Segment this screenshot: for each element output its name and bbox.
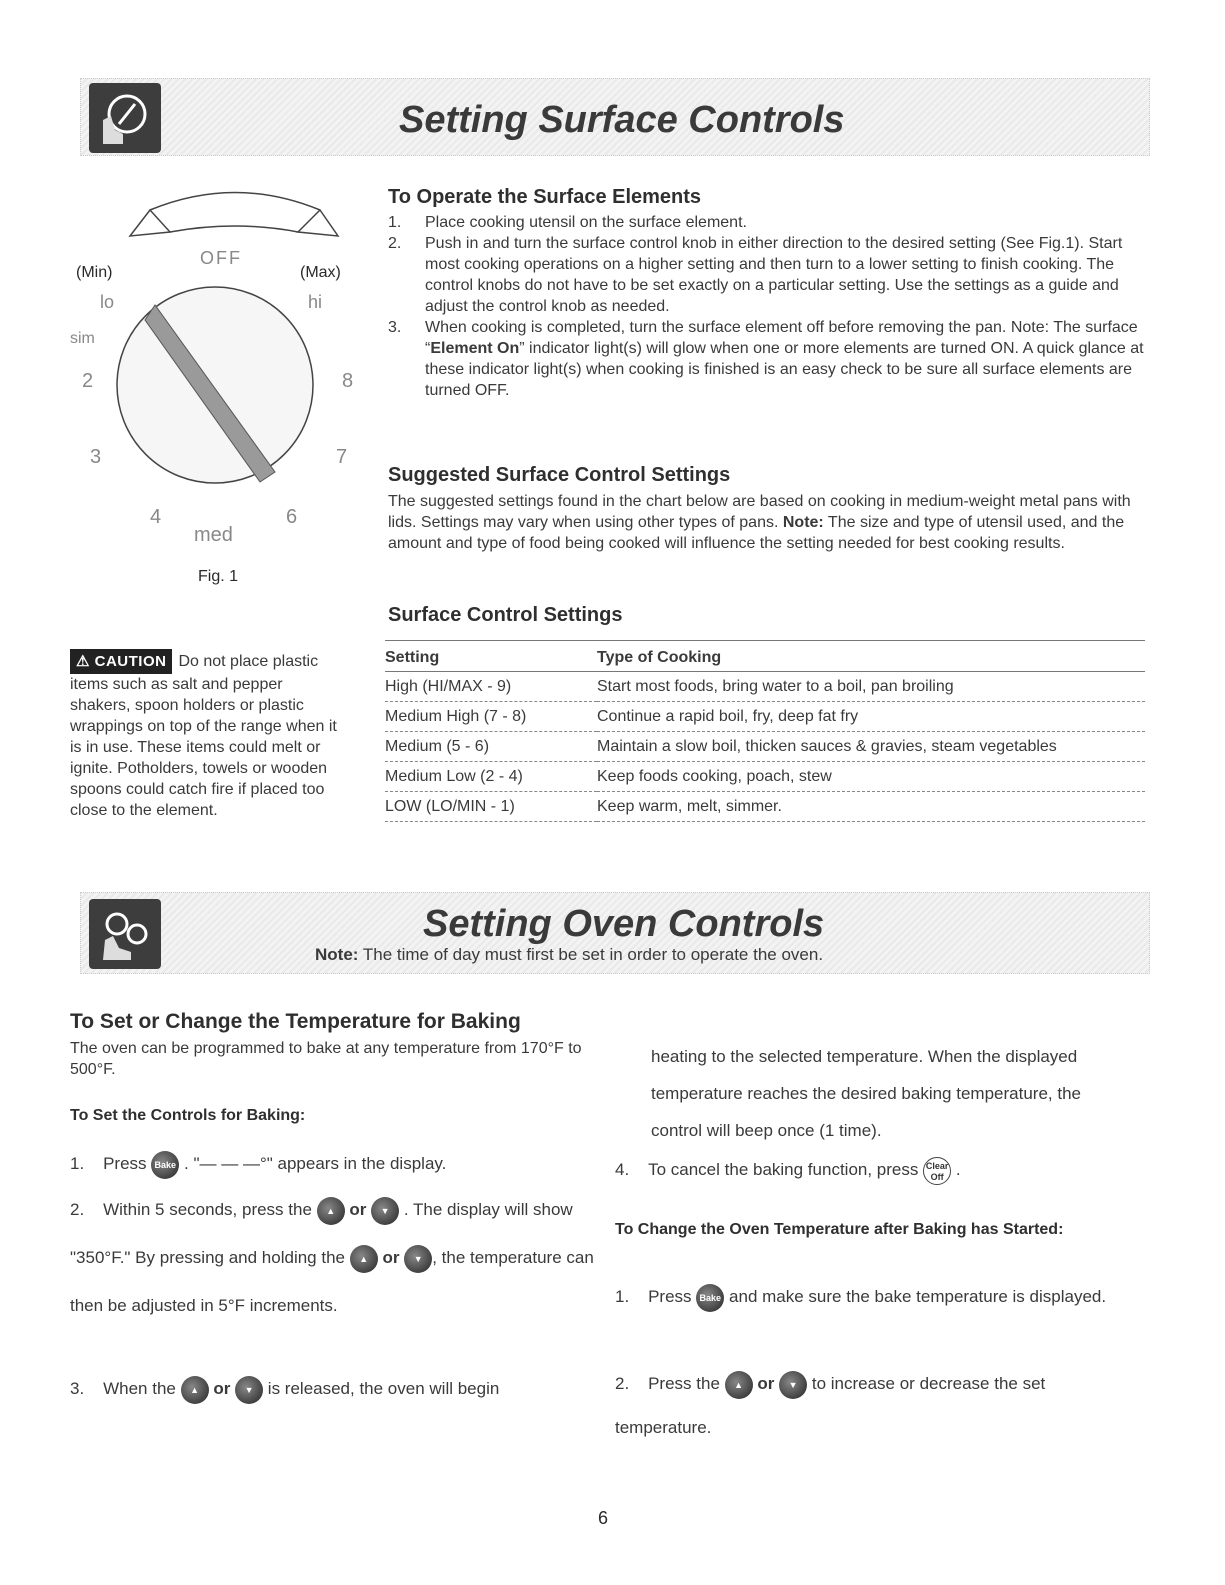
figure-caption: Fig. 1 — [198, 568, 239, 585]
down-arrow-key-icon: ▼ — [404, 1245, 432, 1273]
bake-key-icon: Bake — [151, 1151, 179, 1179]
table-row: LOW (LO/MIN - 1) Keep warm, melt, simmer. — [385, 792, 1145, 822]
operate-step-2: 2. Push in and turn the surface control knob in either direction to the desired setting (See Fig.1). Start most cooking operations on a higher setting and then turn to a lower setting to finish cooking. The control knobs do not have to be set exactly on a particular setting. Use the settings as a guide and adjust the control knob as needed. — [388, 235, 1123, 315]
dial-lo-label: lo — [100, 292, 115, 312]
caution-text: Do not place plastic items such as salt and pepper shakers, spoon holders or plastic wrappings on top of the range when it is in use. These items could melt or ignite. Potholders, towels or wooden spoons could catch fire if placed too close to the element. — [70, 653, 337, 819]
settings-table-heading: Surface Control Settings — [388, 604, 623, 626]
bake-step-2: 2. Within 5 seconds, press the ▲ or ▼ . The display will show "350°F." By pressing and holding the ▲ or ▼ , the temperature can then be adjusted in 5°F increments. — [70, 1186, 600, 1330]
dial-2-label: 2 — [82, 370, 94, 392]
column-header-setting: Setting — [385, 641, 597, 672]
oven-section-title: Setting Oven Controls — [423, 903, 825, 945]
down-arrow-key-icon: ▼ — [779, 1371, 807, 1399]
up-arrow-key-icon: ▲ — [350, 1245, 378, 1273]
dial-6-label: 6 — [286, 506, 298, 528]
table-row: Medium High (7 - 8) Continue a rapid boil, fry, deep fat fry — [385, 702, 1145, 732]
operate-steps — [388, 212, 1148, 401]
up-arrow-key-icon: ▲ — [317, 1197, 345, 1225]
dial-4-label: 4 — [150, 506, 162, 528]
oven-controls-banner — [80, 892, 1150, 974]
suggested-heading: Suggested Surface Control Settings — [388, 464, 731, 486]
page-title: Setting Surface Controls — [399, 99, 845, 141]
surface-controls-banner — [80, 78, 1150, 156]
change-temp-subheading: To Change the Oven Temperature after Baking has Started: — [615, 1221, 1064, 1238]
oven-banner-note: Note: The time of day must first be set in order to operate the oven. — [315, 945, 824, 964]
caution-notice — [70, 649, 345, 821]
dial-sim-label: sim — [70, 330, 95, 347]
table-row: Medium (5 - 6) Maintain a slow boil, thicken sauces & gravies, steam vegetables — [385, 732, 1145, 762]
dial-hi-label: hi — [308, 292, 323, 312]
clear-off-key-icon: Clear Off — [923, 1157, 951, 1185]
change-step-2: 2. Press the ▲ or ▼ to increase or decrease the set temperature. — [615, 1362, 1145, 1450]
caution-badge: ⚠ CAUTION — [70, 649, 172, 674]
dial-3-label: 3 — [90, 446, 102, 468]
bake-step-4: 4. To cancel the baking function, press Clear Off . — [615, 1152, 1155, 1188]
set-controls-subheading: To Set the Controls for Baking: — [70, 1107, 306, 1124]
dial-min-label: (Min) — [76, 264, 113, 281]
operate-heading: To Operate the Surface Elements — [388, 186, 702, 208]
bake-step-3-continued: heating to the selected temperature. When the displayed temperature reaches the desired baking temperature, the control will beep once (1 time). — [651, 1047, 1081, 1140]
up-arrow-key-icon: ▲ — [725, 1371, 753, 1399]
up-arrow-key-icon: ▲ — [181, 1376, 209, 1404]
hand-knob-icon — [89, 83, 161, 153]
dial-7-label: 7 — [336, 446, 348, 468]
change-step-1: 1. Press Bake and make sure the bake temperature is displayed. — [615, 1275, 1145, 1319]
baking-heading: To Set or Change the Temperature for Baking — [70, 1010, 521, 1033]
bake-step-3: 3. When the ▲ or ▼ is released, the oven will begin — [70, 1367, 600, 1411]
table-row: Medium Low (2 - 4) Keep foods cooking, poach, stew — [385, 762, 1145, 792]
surface-settings-table — [385, 640, 1145, 822]
surface-knob-figure — [70, 180, 370, 600]
down-arrow-key-icon: ▼ — [235, 1376, 263, 1404]
suggested-text: The suggested settings found in the chart below are based on cooking in medium-weight metal pans with lids. Settings may vary when using other types of pans. Note: The size and type of utensil used, and the amount and type of food being cooked will influence the setting needed for best cooking results. — [388, 493, 1131, 552]
operate-step-3: 3. When cooking is completed, turn the surface element off before removing the pan. Note: The surface “Element On” indicator light(s) will glow when one or more elements are turned ON. A quick glance at these indicator light(s) when cooking is finished is an easy check to be sure all surface elements are turned OFF. — [388, 319, 1144, 399]
dial-med-label: med — [194, 524, 233, 546]
bake-key-icon: Bake — [696, 1284, 724, 1312]
page-number: 6 — [598, 1508, 609, 1528]
dial-max-label: (Max) — [300, 264, 341, 281]
baking-intro: The oven can be programmed to bake at any temperature from 170°F to 500°F. — [70, 1040, 582, 1078]
bake-step-1: 1. Press Bake . "— — —°" appears in the display. — [70, 1142, 600, 1186]
table-row: High (HI/MAX - 9) Start most foods, bring water to a boil, pan broiling — [385, 672, 1145, 702]
down-arrow-key-icon: ▼ — [371, 1197, 399, 1225]
column-header-cooking-type: Type of Cooking — [597, 641, 1145, 672]
operate-step-1: 1. Place cooking utensil on the surface element. — [388, 214, 747, 231]
dial-off-label: OFF — [200, 248, 242, 268]
hand-button-icon — [89, 899, 161, 969]
knob-dial-graphic — [70, 180, 370, 560]
table-header-row — [385, 641, 1145, 672]
dial-8-label: 8 — [342, 370, 354, 392]
